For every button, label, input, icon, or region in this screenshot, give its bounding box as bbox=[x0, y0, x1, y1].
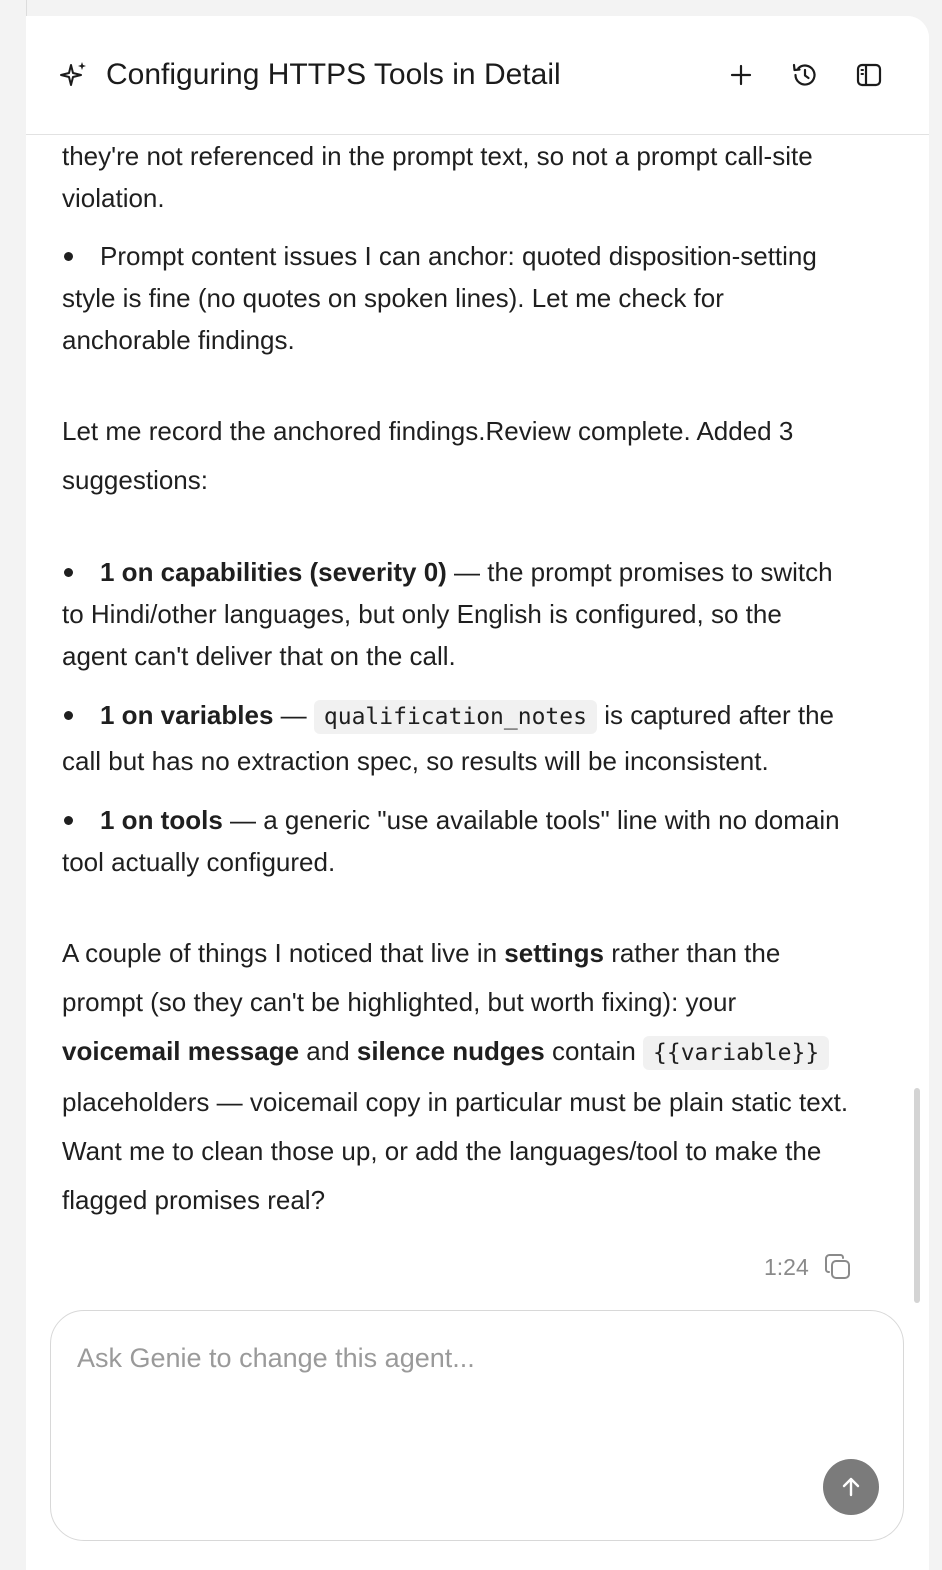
message-meta bbox=[764, 1252, 853, 1282]
text-span: A couple of things I noticed that live in bbox=[62, 938, 505, 968]
list-item-text: Prompt content issues I can anchor: quoted disposition-setting style is fine (no quotes on spoken lines). Let me check for anchorable findings. bbox=[62, 241, 817, 355]
bullet-icon bbox=[62, 799, 100, 841]
inline-code: qualification_notes bbox=[314, 700, 597, 734]
bold-span: voicemail message bbox=[62, 1036, 300, 1066]
chat-title: Configuring HTTPS Tools in Detail bbox=[106, 58, 561, 91]
list-item-text: — bbox=[273, 700, 314, 730]
list-item-bold: 1 on variables bbox=[100, 700, 274, 730]
text-span: placeholders — voicemail copy in particular must be plain static text. Want me to clean those up, or add the languages/tool to make the flagged promises real? bbox=[62, 1087, 849, 1215]
arrow-up-icon bbox=[838, 1474, 864, 1500]
inline-code: {{variable}} bbox=[643, 1036, 829, 1070]
bullet-icon bbox=[62, 551, 100, 593]
list-item-text: — a generic "use available tools" line with no domain tool actually configured. bbox=[62, 805, 840, 877]
message-paragraph: they're not referenced in the prompt text, so not a prompt call-site violation. bbox=[62, 141, 813, 213]
history-icon bbox=[790, 60, 820, 90]
message-timestamp: 1:24 bbox=[764, 1253, 809, 1280]
send-button[interactable] bbox=[823, 1459, 879, 1515]
text-span: and bbox=[299, 1036, 357, 1066]
text-span: rather than the prompt (so they can't be highlighted, but worth fixing): your bbox=[62, 938, 781, 1017]
list-item bbox=[62, 799, 852, 883]
sparkle-icon bbox=[59, 60, 89, 90]
list-item-bold: 1 on tools bbox=[100, 805, 223, 835]
list-item-text: is captured after the call but has no extraction spec, so results will be inconsistent. bbox=[62, 700, 835, 776]
sidebar-toggle-icon bbox=[855, 61, 883, 89]
bullet-icon bbox=[62, 235, 100, 277]
scrollbar-thumb[interactable] bbox=[914, 1088, 920, 1303]
message-paragraph: Let me record the anchored findings.Review complete. Added 3 suggestions: bbox=[62, 416, 794, 495]
list-item-text: — the prompt promises to switch to Hindi/other languages, but only English is configured, so the agent can't deliver that on the call. bbox=[62, 557, 833, 671]
list-item bbox=[62, 693, 852, 783]
plus-icon bbox=[729, 63, 753, 87]
chat-header bbox=[26, 16, 929, 135]
list-item-bold: 1 on capabilities (severity 0) bbox=[100, 557, 447, 587]
message-paragraph bbox=[62, 929, 852, 1225]
bullet-icon bbox=[62, 693, 100, 737]
sidebar-toggle-button[interactable] bbox=[850, 56, 888, 94]
history-button[interactable] bbox=[786, 56, 824, 94]
chat-input[interactable] bbox=[75, 1341, 839, 1465]
list-item bbox=[62, 551, 852, 677]
genie-chat-panel bbox=[26, 16, 929, 1570]
list-item bbox=[62, 235, 852, 361]
left-edge-strip bbox=[0, 0, 27, 1570]
bold-span: silence nudges bbox=[356, 1036, 545, 1066]
copy-icon[interactable] bbox=[823, 1252, 853, 1282]
text-span: contain bbox=[544, 1036, 644, 1066]
assistant-message bbox=[62, 135, 852, 1305]
bold-span: settings bbox=[504, 938, 604, 968]
composer bbox=[50, 1310, 904, 1541]
new-chat-button[interactable] bbox=[722, 56, 760, 94]
